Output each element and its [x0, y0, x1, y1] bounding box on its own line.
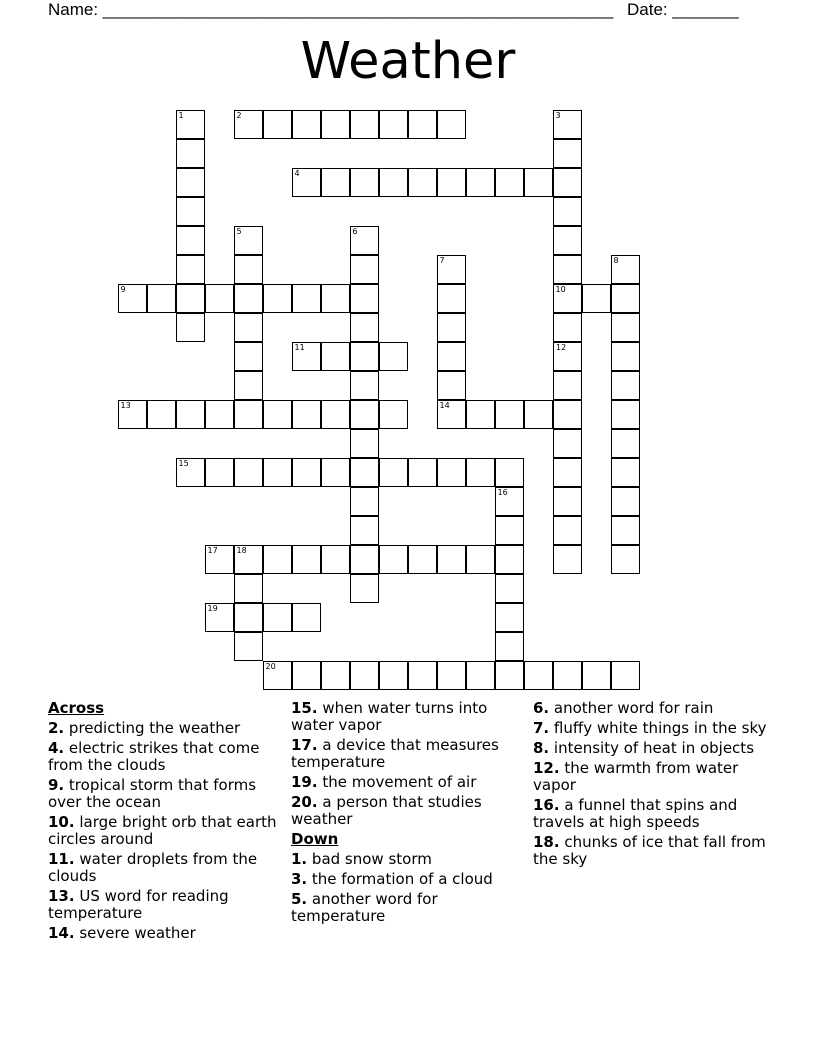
clue-number: 5.	[291, 890, 308, 908]
grid-cell[interactable]	[553, 487, 582, 516]
grid-cell[interactable]	[437, 371, 466, 400]
clue-across-2	[48, 720, 283, 737]
grid-cell[interactable]	[234, 255, 263, 284]
grid-cell[interactable]	[234, 545, 263, 574]
grid-cell[interactable]	[263, 458, 292, 487]
clue-text: bad snow storm	[311, 850, 432, 868]
grid-cell[interactable]	[495, 574, 524, 603]
grid-cell[interactable]	[495, 487, 524, 516]
clue-number-label: 1	[178, 111, 184, 120]
grid-cell[interactable]	[321, 110, 350, 139]
grid-cell[interactable]	[495, 603, 524, 632]
name-line[interactable]: Name: ______________________________________________________	[48, 0, 614, 19]
grid-cell[interactable]	[350, 545, 379, 574]
grid-cell[interactable]	[553, 110, 582, 139]
grid-cell[interactable]	[495, 458, 524, 487]
grid-cell[interactable]	[234, 603, 263, 632]
grid-cell[interactable]	[234, 226, 263, 255]
grid-cell[interactable]	[553, 342, 582, 371]
grid-cell[interactable]	[118, 400, 147, 429]
clue-text: tropical storm that forms over the ocean	[48, 776, 257, 811]
grid-cell[interactable]	[553, 168, 582, 197]
grid-cell[interactable]	[234, 110, 263, 139]
grid-cell[interactable]	[350, 400, 379, 429]
grid-cell[interactable]	[147, 400, 176, 429]
clue-number-label: 3	[555, 111, 561, 120]
grid-cell[interactable]	[205, 603, 234, 632]
clue-text: chunks of ice that fall from the sky	[533, 833, 766, 868]
grid-cell[interactable]	[176, 284, 205, 313]
grid-cell[interactable]	[350, 342, 379, 371]
clue-number: 2.	[48, 719, 65, 737]
grid-cell[interactable]	[350, 284, 379, 313]
grid-cell[interactable]	[611, 284, 640, 313]
grid-cell[interactable]	[234, 313, 263, 342]
grid-cell[interactable]	[437, 661, 466, 690]
clue-across-20	[291, 794, 526, 828]
grid-cell[interactable]	[495, 661, 524, 690]
grid-cell[interactable]	[466, 458, 495, 487]
clue-number-label: 17	[207, 546, 218, 555]
grid-cell[interactable]	[176, 313, 205, 342]
grid-cell[interactable]	[147, 284, 176, 313]
clue-across-14	[48, 925, 283, 942]
grid-cell[interactable]	[205, 458, 234, 487]
grid-cell[interactable]	[292, 168, 321, 197]
clue-number-label: 13	[120, 401, 131, 410]
grid-cell[interactable]	[495, 632, 524, 661]
clue-text: when water turns into water vapor	[291, 699, 488, 734]
grid-cell[interactable]	[611, 458, 640, 487]
clue-down-7	[533, 720, 768, 737]
grid-cell[interactable]	[582, 661, 611, 690]
clue-number: 12.	[533, 759, 560, 777]
clue-down-3	[291, 871, 526, 888]
grid-cell[interactable]	[176, 110, 205, 139]
clue-text: the formation of a cloud	[311, 870, 493, 888]
clue-across-15	[291, 700, 526, 734]
grid-cell[interactable]	[292, 661, 321, 690]
grid-cell[interactable]	[611, 487, 640, 516]
grid-cell[interactable]	[321, 458, 350, 487]
grid-cell[interactable]	[553, 545, 582, 574]
grid-cell[interactable]	[292, 110, 321, 139]
clue-text: another word for temperature	[291, 890, 438, 925]
grid-cell[interactable]	[466, 661, 495, 690]
clue-number-label: 5	[236, 227, 242, 236]
grid-cell[interactable]	[176, 458, 205, 487]
clue-number-label: 14	[439, 401, 450, 410]
grid-cell[interactable]	[553, 516, 582, 545]
grid-cell[interactable]	[350, 487, 379, 516]
grid-cell[interactable]	[350, 371, 379, 400]
clue-number-label: 8	[613, 256, 619, 265]
grid-cell[interactable]	[234, 458, 263, 487]
clue-across-13	[48, 888, 283, 922]
clue-number-label: 6	[352, 227, 358, 236]
clue-number-label: 16	[497, 488, 508, 497]
grid-cell[interactable]	[234, 574, 263, 603]
grid-cell[interactable]	[437, 110, 466, 139]
grid-cell[interactable]	[263, 400, 292, 429]
grid-cell[interactable]	[466, 168, 495, 197]
clue-number: 15.	[291, 699, 318, 717]
clue-number-label: 15	[178, 459, 189, 468]
clue-down-6	[533, 700, 768, 717]
grid-cell[interactable]	[176, 139, 205, 168]
clue-number: 14.	[48, 924, 75, 942]
grid-cell[interactable]	[408, 110, 437, 139]
grid-cell[interactable]	[176, 226, 205, 255]
grid-cell[interactable]	[350, 110, 379, 139]
clue-number: 1.	[291, 850, 308, 868]
grid-cell[interactable]	[582, 284, 611, 313]
grid-cell[interactable]	[379, 168, 408, 197]
grid-cell[interactable]	[321, 284, 350, 313]
clue-number-label: 12	[556, 343, 567, 352]
grid-cell[interactable]	[350, 429, 379, 458]
clue-across-11	[48, 851, 283, 885]
clue-number-label: 11	[294, 343, 305, 352]
clue-column-2	[291, 700, 526, 928]
grid-cell[interactable]	[524, 661, 553, 690]
clue-number-label: 7	[439, 256, 445, 265]
grid-cell[interactable]	[611, 429, 640, 458]
grid-cell[interactable]	[176, 197, 205, 226]
grid-cell[interactable]	[350, 574, 379, 603]
grid-cell[interactable]	[408, 545, 437, 574]
grid-cell[interactable]	[234, 400, 263, 429]
grid-cell[interactable]	[205, 545, 234, 574]
clue-across-10	[48, 814, 283, 848]
grid-cell[interactable]	[611, 516, 640, 545]
clue-across-4	[48, 740, 283, 774]
grid-cell[interactable]	[553, 458, 582, 487]
grid-cell[interactable]	[437, 545, 466, 574]
grid-cell[interactable]	[176, 168, 205, 197]
grid-cell[interactable]	[263, 603, 292, 632]
grid-cell[interactable]	[495, 400, 524, 429]
grid-cell[interactable]	[321, 545, 350, 574]
grid-cell[interactable]	[611, 342, 640, 371]
grid-cell[interactable]	[321, 342, 350, 371]
grid-cell[interactable]	[118, 284, 147, 313]
clue-number: 6.	[533, 699, 550, 717]
clue-text: intensity of heat in objects	[553, 739, 755, 757]
grid-cell[interactable]	[292, 458, 321, 487]
grid-cell[interactable]	[495, 545, 524, 574]
grid-cell[interactable]	[553, 400, 582, 429]
clue-down-5	[291, 891, 526, 925]
clue-text: predicting the weather	[68, 719, 241, 737]
page-title: Weather	[300, 32, 516, 91]
clue-number-label: 19	[207, 604, 218, 613]
grid-cell[interactable]	[234, 632, 263, 661]
clue-number: 9.	[48, 776, 65, 794]
clue-column-1	[48, 700, 283, 945]
grid-cell[interactable]	[611, 661, 640, 690]
grid-cell[interactable]	[292, 545, 321, 574]
grid-cell[interactable]	[495, 168, 524, 197]
grid-cell[interactable]	[263, 110, 292, 139]
clue-number-label: 18	[236, 546, 247, 555]
grid-cell[interactable]	[437, 284, 466, 313]
clue-down-16	[533, 797, 768, 831]
grid-cell[interactable]	[234, 371, 263, 400]
grid-cell[interactable]	[292, 284, 321, 313]
grid-cell[interactable]	[379, 545, 408, 574]
down-heading: Down	[291, 830, 339, 848]
clue-down-12	[533, 760, 768, 794]
grid-cell[interactable]	[553, 371, 582, 400]
grid-cell[interactable]	[321, 661, 350, 690]
clue-number-label: 20	[265, 662, 276, 671]
grid-cell[interactable]	[553, 284, 582, 313]
grid-cell[interactable]	[408, 661, 437, 690]
clue-number: 11.	[48, 850, 75, 868]
grid-cell[interactable]	[437, 342, 466, 371]
grid-cell[interactable]	[205, 400, 234, 429]
clue-number: 10.	[48, 813, 75, 831]
grid-cell[interactable]	[553, 313, 582, 342]
grid-cell[interactable]	[553, 226, 582, 255]
clue-text: fluffy white things in the sky	[553, 719, 767, 737]
grid-cell[interactable]	[408, 168, 437, 197]
grid-cell[interactable]	[292, 400, 321, 429]
across-heading: Across	[48, 699, 105, 717]
clue-number: 16.	[533, 796, 560, 814]
grid-cell[interactable]	[321, 400, 350, 429]
grid-cell[interactable]	[379, 400, 408, 429]
grid-cell[interactable]	[263, 661, 292, 690]
clue-number: 7.	[533, 719, 550, 737]
grid-cell[interactable]	[292, 603, 321, 632]
clue-number: 17.	[291, 736, 318, 754]
grid-cell[interactable]	[437, 400, 466, 429]
grid-cell[interactable]	[292, 342, 321, 371]
clue-number: 19.	[291, 773, 318, 791]
clue-number-label: 10	[555, 285, 566, 294]
grid-cell[interactable]	[466, 545, 495, 574]
clue-text: the warmth from water vapor	[533, 759, 739, 794]
grid-cell[interactable]	[495, 516, 524, 545]
clue-number: 4.	[48, 739, 65, 757]
grid-cell[interactable]	[611, 371, 640, 400]
grid-cell[interactable]	[611, 255, 640, 284]
grid-cell[interactable]	[263, 545, 292, 574]
grid-cell[interactable]	[321, 168, 350, 197]
grid-cell[interactable]	[234, 284, 263, 313]
grid-cell[interactable]	[379, 342, 408, 371]
clue-down-18	[533, 834, 768, 868]
grid-cell[interactable]	[553, 255, 582, 284]
grid-cell[interactable]	[437, 255, 466, 284]
clue-across-17	[291, 737, 526, 771]
grid-cell[interactable]	[350, 516, 379, 545]
clue-text: the movement of air	[322, 773, 477, 791]
grid-cell[interactable]	[350, 458, 379, 487]
clue-number-label: 4	[294, 169, 300, 178]
grid-cell[interactable]	[350, 255, 379, 284]
grid-cell[interactable]	[524, 168, 553, 197]
grid-cell[interactable]	[466, 400, 495, 429]
grid-cell[interactable]	[611, 313, 640, 342]
grid-cell[interactable]	[205, 284, 234, 313]
grid-cell[interactable]	[350, 313, 379, 342]
grid-cell[interactable]	[350, 168, 379, 197]
clue-text: water droplets from the clouds	[48, 850, 258, 885]
grid-cell[interactable]	[437, 313, 466, 342]
grid-cell[interactable]	[350, 226, 379, 255]
clue-text: US word for reading temperature	[48, 887, 229, 922]
clue-number: 3.	[291, 870, 308, 888]
clue-number-label: 2	[236, 111, 242, 120]
clue-text: a funnel that spins and travels at high speeds	[533, 796, 738, 831]
grid-cell[interactable]	[176, 255, 205, 284]
grid-cell[interactable]	[350, 661, 379, 690]
grid-cell[interactable]	[234, 342, 263, 371]
grid-cell[interactable]	[553, 139, 582, 168]
clue-down-1	[291, 851, 526, 868]
grid-cell[interactable]	[553, 197, 582, 226]
clue-across-9	[48, 777, 283, 811]
clue-text: a device that measures temperature	[291, 736, 499, 771]
grid-cell[interactable]	[437, 168, 466, 197]
clue-text: another word for rain	[553, 699, 714, 717]
clue-text: a person that studies weather	[291, 793, 482, 828]
grid-cell[interactable]	[553, 661, 582, 690]
grid-cell[interactable]	[379, 458, 408, 487]
date-line[interactable]: Date: _______	[627, 0, 739, 19]
grid-cell[interactable]	[408, 458, 437, 487]
clue-column-3	[533, 700, 768, 871]
clue-text: large bright orb that earth circles around	[48, 813, 277, 848]
clue-across-19	[291, 774, 526, 791]
grid-cell[interactable]	[437, 458, 466, 487]
clue-number: 18.	[533, 833, 560, 851]
clue-number: 8.	[533, 739, 550, 757]
clue-text: severe weather	[79, 924, 196, 942]
grid-cell[interactable]	[176, 400, 205, 429]
clue-text: electric strikes that come from the clouds	[48, 739, 260, 774]
grid-cell[interactable]	[611, 400, 640, 429]
clue-number-label: 9	[120, 285, 126, 294]
grid-cell[interactable]	[379, 661, 408, 690]
clue-down-8	[533, 740, 768, 757]
grid-cell[interactable]	[553, 429, 582, 458]
clue-number: 20.	[291, 793, 318, 811]
grid-cell[interactable]	[611, 545, 640, 574]
grid-cell[interactable]	[524, 400, 553, 429]
clue-number: 13.	[48, 887, 75, 905]
grid-cell[interactable]	[263, 284, 292, 313]
grid-cell[interactable]	[379, 110, 408, 139]
